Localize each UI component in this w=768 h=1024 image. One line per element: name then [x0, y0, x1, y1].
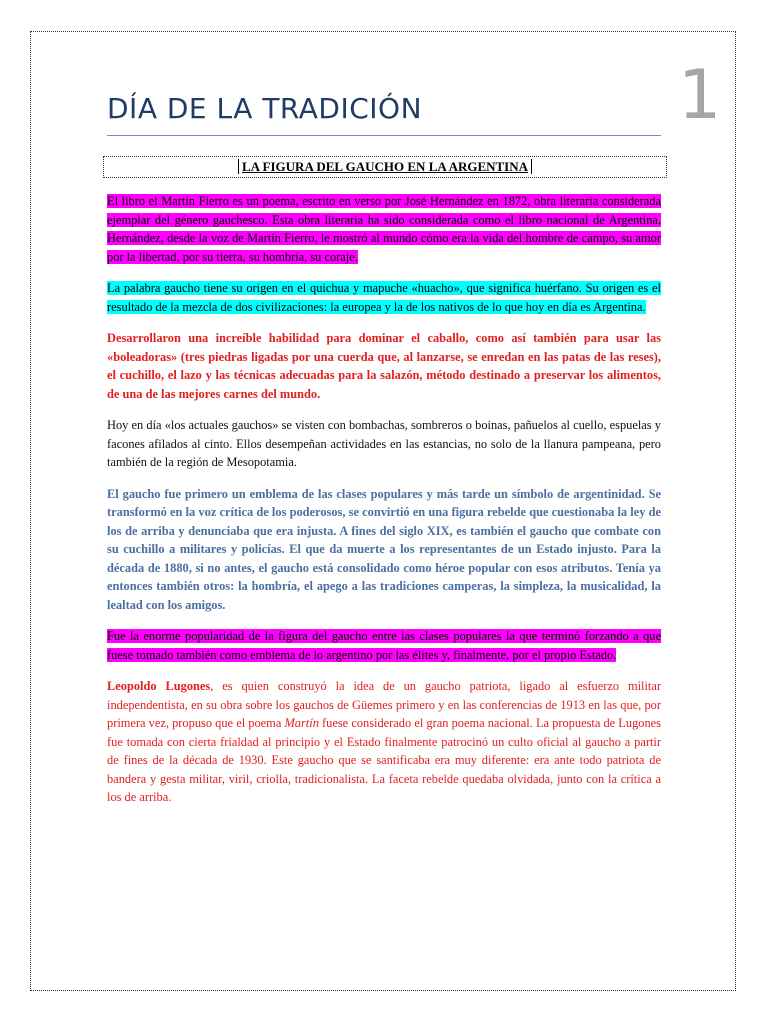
highlighted-text: La palabra gaucho tiene su origen en el quichua y mapuche «huacho», que significa huérfano. Su origen es el resultado de la mezcla de dos civilizaciones: la europea y la de los nativos de lo que hoy en día es Argentina.: [107, 281, 661, 314]
paragraph-word-origin: [107, 279, 661, 316]
paragraph-lugones: [107, 677, 661, 807]
paragraph-martin-fierro: [107, 192, 661, 266]
paragraph-skills: Desarrollaron una increíble habilidad para dominar el caballo, como así también para usar las «boleadoras» (tres piedras ligadas por una cuerda que, al lanzarse, se enredan en las patas de las reses), el cuchillo, el lazo y las técnicas adecuadas para la salazón, método destinado a preservar los alimentos, de una de las mejores carnes del mundo.: [107, 331, 661, 401]
highlighted-text: El libro el Martín Fierro es un poema, escrito en verso por José Hernández en 1872, obra literaria considerada ejemplar del género gauchesco. Esta obra literaria ha sido considerada como el libro nacional de Argentina. Hernández, desde la voz de Martín Fierro, le mostró al mundo cómo era la vida del hombre de campo, su amor por la libertad, por su tierra, su hombría, su coraje.: [107, 194, 661, 264]
highlighted-text: Fue la enorme popularidad de la figura del gaucho entre las clases populares la que terminó forzando a que fuese tomado también como emblema de lo argentino por las élites y, finalmente, por el propio Estado.: [107, 629, 661, 662]
document-body: [107, 192, 661, 820]
paragraph-modern-gauchos: Hoy en día «los actuales gauchos» se visten con bombachas, sombreros o boinas, pañuelos al cuello, espuelas y facones afilados al cinto. Ellos desempeñan actividades en las estancias, no solo de la llanura pampeana, pero también de la región de Mesopotamia.: [107, 418, 661, 469]
author-name: Leopoldo Lugones: [107, 679, 211, 693]
paragraph-text: , es quien construyó la idea de un gaucho patriota, ligado al esfuerzo militar independentista, en su obra sobre los gauchos de Güemes primero y en las conferencias de 1913 en las que, por primera vez, propuso que el poema: [107, 679, 661, 730]
title-underline: [107, 135, 661, 136]
page-number: 1: [678, 56, 722, 135]
paragraph-text: fuese considerado el gran poema nacional. La propuesta de Lugones fue tomada con cierta frialdad al principio y el Estado finalmente patrocinó un culto oficial al gaucho a partir de fines de la década de 1930. Este gaucho que se santificaba era muy diferente: era ante todo patriota de bandera y gesta militar, viril, criolla, tradicionalista. La faceta rebelde quedaba olvidada, junto con la crítica a los de arriba.: [107, 716, 661, 804]
italic-title: Martín: [284, 716, 319, 730]
paragraph-emblem: El gaucho fue primero un emblema de las clases populares y más tarde un símbolo de argentinidad. Se transformó en la voz crítica de los poderosos, se convirtió en una figura rebelde que cuestionaba la ley de los de arriba y denunciaba que era injusta. A fines del siglo XIX, es también el gaucho que combate con su cuchillo a militares y policías. El que da muerte a los representantes de un Estado injusto. Para la década de 1880, si no antes, el gaucho está consolidado como héroe popular con esos atributos. Tenía ya entonces también otros: la hombría, el apego a las tradiciones camperas, la simpleza, la musicalidad, la lealtad con los amigos.: [107, 486, 661, 612]
subtitle: LA FIGURA DEL GAUCHO EN LA ARGENTINA: [238, 159, 532, 174]
page-title: DÍA DE LA TRADICIÓN: [107, 92, 423, 125]
subtitle-box: [103, 156, 667, 178]
paragraph-popularity: [107, 627, 661, 664]
